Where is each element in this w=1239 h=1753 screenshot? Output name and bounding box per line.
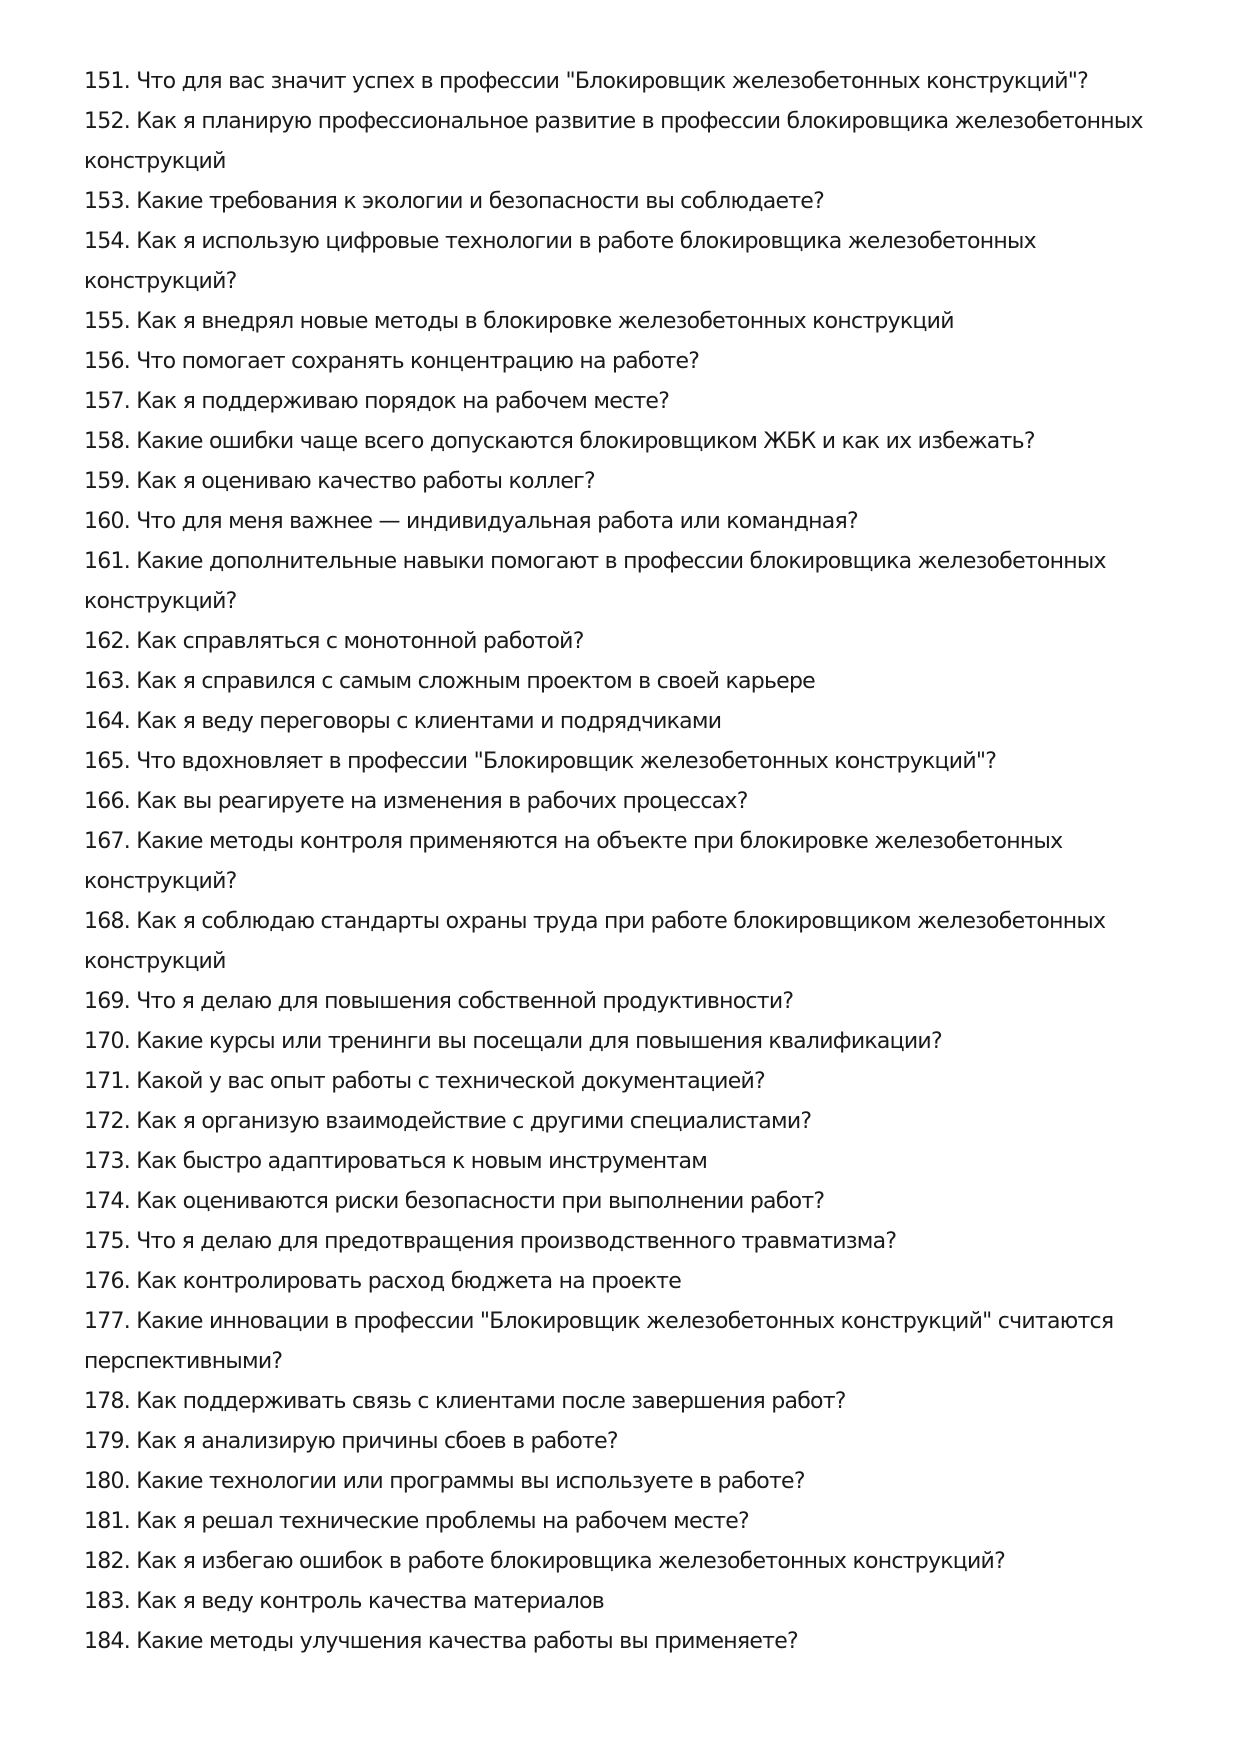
list-item: 182. Как я избегаю ошибок в работе блокировщика железобетонных конструкций? — [84, 1549, 1006, 1574]
list-item: 152. Как я планирую профессиональное развитие в профессии блокировщика железобетонных конструкций — [84, 109, 1143, 174]
list-item: 169. Что я делаю для повышения собственной продуктивности? — [84, 989, 794, 1014]
list-item: 161. Какие дополнительные навыки помогают в профессии блокировщика железобетонных конструкций? — [84, 549, 1106, 614]
list-item: 175. Что я делаю для предотвращения производственного травматизма? — [84, 1229, 897, 1254]
list-item: 179. Как я анализирую причины сбоев в работе? — [84, 1429, 618, 1454]
list-item: 165. Что вдохновляет в профессии "Блокировщик железобетонных конструкций"? — [84, 749, 997, 774]
list-item: 178. Как поддерживать связь с клиентами после завершения работ? — [84, 1389, 846, 1414]
list-item: 176. Как контролировать расход бюджета на проекте — [84, 1269, 681, 1294]
list-item: 181. Как я решал технические проблемы на рабочем месте? — [84, 1509, 749, 1534]
list-item: 156. Что помогает сохранять концентрацию на работе? — [84, 349, 700, 374]
list-item: 183. Как я веду контроль качества материалов — [84, 1589, 605, 1614]
list-item: 157. Как я поддерживаю порядок на рабочем месте? — [84, 389, 670, 414]
list-item: 173. Как быстро адаптироваться к новым инструментам — [84, 1149, 708, 1174]
list-item: 171. Какой у вас опыт работы с технической документацией? — [84, 1069, 765, 1094]
list-item: 159. Как я оцениваю качество работы коллег? — [84, 469, 595, 494]
list-item: 155. Как я внедрял новые методы в блокировке железобетонных конструкций — [84, 309, 954, 334]
list-item: 170. Какие курсы или тренинги вы посещали для повышения квалификации? — [84, 1029, 942, 1054]
list-item: 174. Как оцениваются риски безопасности при выполнении работ? — [84, 1189, 825, 1214]
list-item: 158. Какие ошибки чаще всего допускаются блокировщиком ЖБК и как их избежать? — [84, 429, 1035, 454]
list-item: 166. Как вы реагируете на изменения в рабочих процессах? — [84, 789, 748, 814]
list-item: 162. Как справляться с монотонной работой? — [84, 629, 584, 654]
list-item: 164. Как я веду переговоры с клиентами и подрядчиками — [84, 709, 722, 734]
list-item: 177. Какие инновации в профессии "Блокировщик железобетонных конструкций" считаются перспективными? — [84, 1309, 1114, 1374]
list-item: 163. Как я справился с самым сложным проектом в своей карьере — [84, 669, 815, 694]
list-item: 168. Как я соблюдаю стандарты охраны труда при работе блокировщиком железобетонных конструкций — [84, 909, 1106, 974]
list-item: 184. Какие методы улучшения качества работы вы применяете? — [84, 1629, 798, 1654]
question-list — [84, 62, 1174, 1662]
list-item: 167. Какие методы контроля применяются на объекте при блокировке железобетонных конструкций? — [84, 829, 1063, 894]
list-item: 180. Какие технологии или программы вы используете в работе? — [84, 1469, 805, 1494]
list-item: 154. Как я использую цифровые технологии в работе блокировщика железобетонных конструкций? — [84, 229, 1036, 294]
list-item: 160. Что для меня важнее — индивидуальная работа или командная? — [84, 509, 858, 534]
list-item: 151. Что для вас значит успех в профессии "Блокировщик железобетонных конструкций"? — [84, 69, 1089, 94]
list-item: 153. Какие требования к экологии и безопасности вы соблюдаете? — [84, 189, 825, 214]
list-item: 172. Как я организую взаимодействие с другими специалистами? — [84, 1109, 812, 1134]
